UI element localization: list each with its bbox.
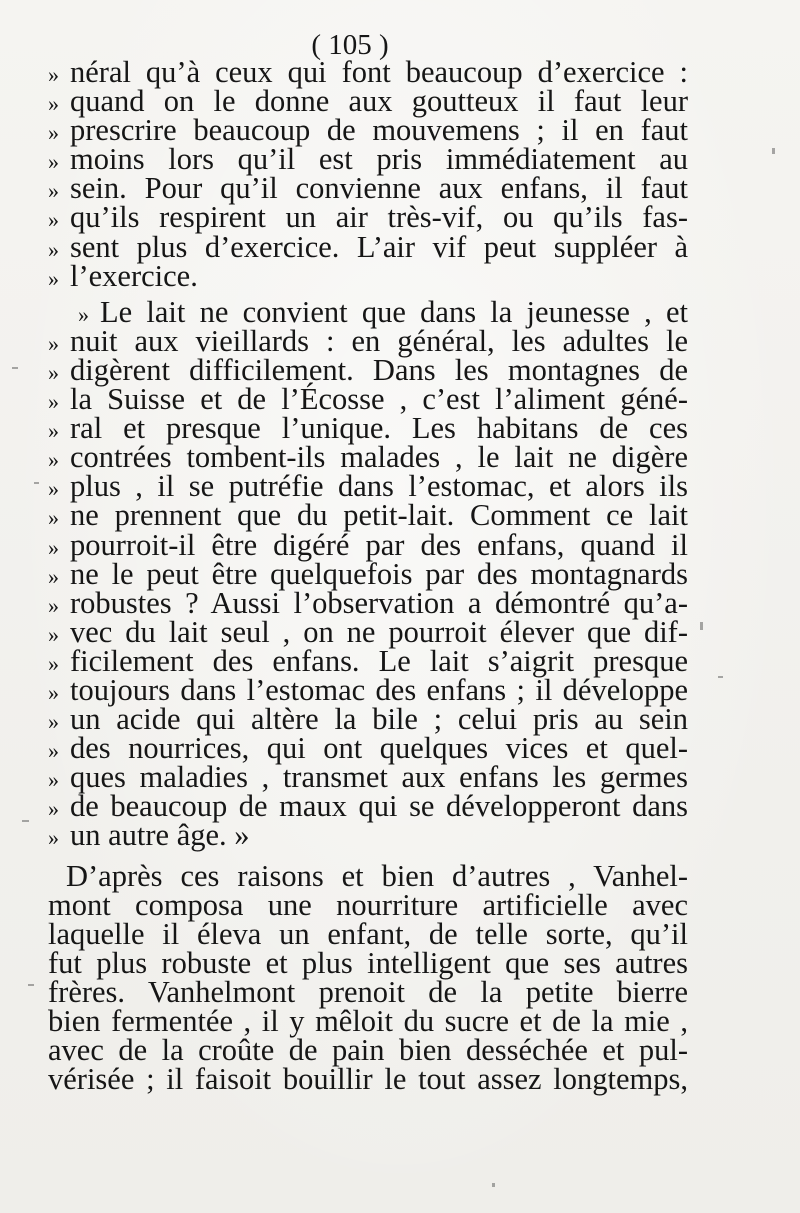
text-line: » vec du lait seul , on ne pourroit élever que dif-	[48, 614, 688, 649]
text-line: » un acide qui altère la bile ; celui pris au sein	[48, 702, 688, 737]
body-text	[48, 55, 688, 1097]
text-line: » ral et presque l’unique. Les habitans de ces	[48, 411, 688, 446]
paragraph	[48, 294, 688, 853]
text-line: » sent plus d’exercice. L’air vif peut suppléer à	[48, 229, 688, 264]
text-line: » contrées tombent-ils malades , le lait ne digère	[48, 440, 688, 475]
quote-mark: »	[48, 447, 57, 473]
quote-mark: »	[48, 207, 57, 233]
text-line: D’après ces raisons et bien d’autres , Vanhel-	[66, 858, 688, 893]
text-line: » nuit aux vieillards : en général, les adultes le	[48, 323, 688, 358]
quote-mark: »	[48, 796, 57, 822]
quote-mark: »	[48, 679, 57, 705]
text-line: vérisée ; il faisoit bouillir le tout assez longtemps,	[48, 1062, 688, 1097]
text-line: » ques maladies , transmet aux enfans les germes	[48, 760, 688, 795]
quote-mark: »	[48, 709, 57, 735]
quote-mark: »	[48, 505, 57, 531]
quote-mark: »	[48, 534, 57, 560]
quote-mark: »	[48, 476, 57, 502]
quote-mark: »	[48, 359, 57, 385]
text-line: mont composa une nourriture artificielle avec	[48, 887, 688, 922]
text-line: » ne le peut être quelquefois par des montagnards	[48, 556, 688, 591]
text-line: » ficilement des enfans. Le lait s’aigrit presque	[48, 643, 688, 678]
quote-mark: »	[48, 767, 57, 793]
print-speck	[718, 676, 723, 678]
text-line: » la Suisse et de l’Écosse , c’est l’aliment géné-	[48, 382, 688, 417]
text-line: » de beaucoup de maux qui se développeront dans	[48, 789, 688, 824]
quote-mark: »	[48, 650, 57, 676]
quote-mark: »	[48, 389, 57, 415]
quote-mark: »	[48, 330, 57, 356]
quote-mark: »	[48, 738, 57, 764]
text-line: » prescrire beaucoup de mouvemens ; il en faut	[48, 113, 688, 148]
text-line: » l’exercice.	[48, 258, 198, 293]
quote-mark: »	[48, 592, 57, 618]
text-line: » pourroit-il être digéré par des enfans, quand il	[48, 527, 688, 562]
paragraph	[48, 55, 688, 293]
page-number: ( 105 )	[311, 29, 389, 61]
quote-mark: »	[48, 62, 57, 87]
text-line: » néral qu’à ceux qui font beaucoup d’exercice :	[48, 55, 688, 89]
quote-mark: »	[48, 563, 57, 589]
print-speck	[34, 482, 39, 484]
text-line: » toujours dans l’estomac des enfans ; il développe	[48, 672, 688, 707]
text-line: » sein. Pour qu’il convienne aux enfans, il faut	[48, 171, 688, 206]
quote-mark: »	[48, 91, 57, 117]
text-line: » plus , il se putréfie dans l’estomac, et alors ils	[48, 469, 688, 504]
paragraph	[48, 858, 688, 1097]
text-line: » un autre âge. »	[48, 818, 250, 853]
text-line: » quand on le donne aux goutteux il faut leur	[48, 84, 688, 119]
text-line: » robustes ? Aussi l’observation a démontré qu’a-	[48, 585, 688, 620]
quote-mark: »	[48, 265, 57, 291]
print-speck	[772, 148, 775, 154]
print-speck	[22, 820, 29, 822]
text-line: laquelle il éleva un enfant, de telle sorte, qu’il	[48, 916, 688, 951]
text-line: » digèrent difficilement. Dans les montagnes de	[48, 352, 688, 387]
quote-mark: »	[48, 120, 57, 146]
text-line: fut plus robuste et plus intelligent que ses autres	[48, 945, 688, 980]
text-line: » des nourrices, qui ont quelques vices et quel-	[48, 731, 688, 766]
quote-mark: »	[48, 621, 57, 647]
text-line: » ne prennent que du petit-lait. Comment ce lait	[48, 498, 688, 533]
quote-mark: »	[48, 418, 57, 444]
quote-mark: »	[48, 825, 57, 851]
text-line: frères. Vanhelmont prenoit de la petite bierre	[48, 974, 688, 1009]
print-speck	[28, 984, 34, 986]
quote-mark: »	[78, 301, 87, 327]
text-line: bien fermentée , il y mêloit du sucre et de la mie ,	[48, 1004, 688, 1038]
text-line: » Le lait ne convient que dans la jeunesse , et	[78, 294, 688, 329]
print-speck	[700, 622, 703, 630]
quote-mark: »	[48, 236, 57, 262]
quote-mark: »	[48, 149, 57, 175]
text-line: » moins lors qu’il est pris immédiatement au	[48, 142, 688, 177]
text-line: avec de la croûte de pain bien desséchée et pul-	[48, 1033, 688, 1068]
text-line: » qu’ils respirent un air très-vif, ou qu’ils fas-	[48, 200, 688, 235]
print-speck	[492, 1183, 495, 1187]
print-speck	[12, 367, 18, 369]
quote-mark: »	[48, 178, 57, 204]
